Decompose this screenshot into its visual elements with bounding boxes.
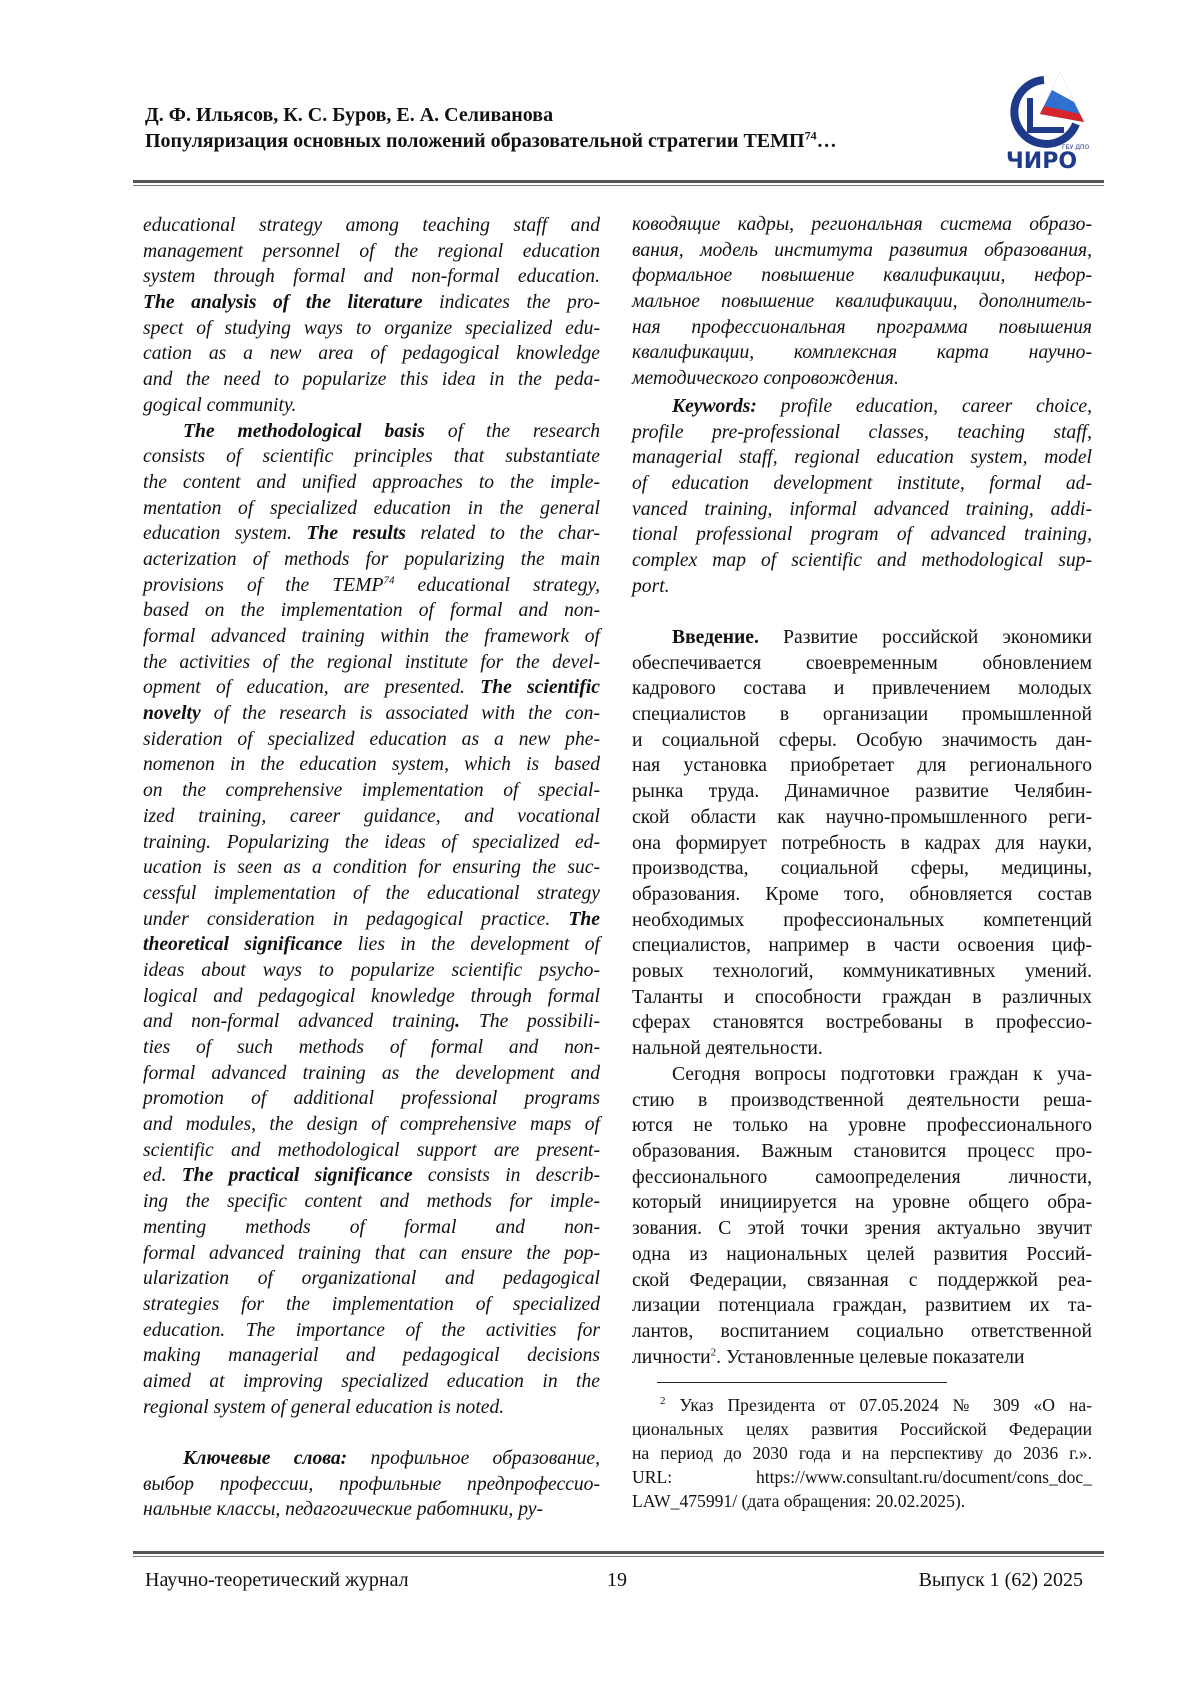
text-line	[632, 1113, 1092, 1139]
text-run: ровых технологий, коммуникативных умений.	[632, 961, 1092, 982]
keywords-en	[632, 394, 1092, 600]
text-line	[632, 263, 1092, 289]
text-line	[143, 316, 600, 342]
text-run: strategies for the implementation of specialized	[143, 1294, 600, 1315]
footnote-text: Указ Президента от 07.05.2024 № 309 «О на-	[666, 1395, 1093, 1415]
text-run: который инициируется на уровне общего обра-	[632, 1192, 1092, 1213]
text-run: of the research is associated with the con-	[201, 703, 600, 724]
text-line	[143, 419, 600, 445]
text-line	[632, 1062, 1092, 1088]
text-run: ской Федерации, связанная с поддержкой реа-	[632, 1270, 1092, 1291]
bold-run: Keywords:	[672, 396, 757, 417]
bold-run: Введение.	[672, 627, 759, 648]
text-run: личности	[632, 1347, 711, 1368]
text-run: making managerial and pedagogical decisions	[143, 1345, 600, 1366]
text-run: sideration of specialized education as a new phe-	[143, 729, 600, 750]
text-run: consists of scientific principles that substantiate	[143, 446, 600, 467]
text-line	[632, 676, 1092, 702]
text-line	[143, 727, 600, 753]
text-line	[143, 1446, 600, 1472]
text-line	[632, 831, 1092, 857]
text-run: aimed at improving specialized education in the	[143, 1371, 600, 1392]
article-authors: Д. Ф. Ильясов, К. С. Буров, Е. А. Селиванова	[145, 104, 553, 127]
text-line	[632, 625, 1092, 651]
text-run: Таланты и способности граждан в различных	[632, 987, 1092, 1008]
text-run: стию в производственной деятельности реша-	[632, 1090, 1092, 1111]
chiro-logo	[1004, 68, 1096, 172]
text-line	[632, 1190, 1092, 1216]
text-run: формальное повышение квалификации, нефор-	[632, 265, 1092, 286]
text-run: специалистов, например в части освоения циф-	[632, 935, 1092, 956]
text-line	[632, 366, 1092, 392]
text-line	[143, 598, 600, 624]
text-run: and the need to popularize this idea in the peda-	[143, 369, 600, 390]
text-run: acterization of methods for popularizing the main	[143, 549, 600, 570]
text-line	[143, 804, 600, 830]
text-run: educational strategy among teaching staff and	[143, 215, 600, 236]
footnote-line	[632, 1465, 1092, 1489]
text-run: educational strategy,	[394, 575, 600, 596]
text-run: кадрового состава и привлечением молодых	[632, 678, 1092, 699]
footnote-line	[632, 1417, 1092, 1441]
text-run: профильное образование,	[347, 1448, 600, 1469]
text-run: лантов, воспитанием социально ответственной	[632, 1321, 1092, 1342]
text-run: необходимых профессиональных компетенций	[632, 910, 1092, 931]
text-run: ularization of organizational and pedagogical	[143, 1268, 600, 1289]
footer-journal: Научно-теоретический журнал	[145, 1569, 409, 1592]
bold-run: Ключевые слова:	[183, 1448, 347, 1469]
text-line	[143, 547, 600, 573]
bold-run: novelty	[143, 703, 201, 724]
superscript: 74	[383, 574, 394, 586]
text-line	[632, 1088, 1092, 1114]
text-run: tional professional program of advanced training,	[632, 524, 1092, 545]
bold-run: theoretical significance	[143, 934, 342, 955]
text-run: ководящие кадры, региональная система образо-	[632, 214, 1092, 235]
text-run: managerial staff, regional education system, model	[632, 447, 1092, 468]
text-run: management personnel of the regional education	[143, 241, 600, 262]
text-run: cessful implementation of the educational strategy	[143, 883, 600, 904]
text-run: gogical community.	[143, 395, 296, 416]
footnote-line	[632, 1489, 1092, 1513]
keywords-ru	[143, 1446, 600, 1523]
text-line	[143, 1395, 600, 1421]
text-line	[143, 778, 600, 804]
text-line	[143, 213, 600, 239]
text-line	[632, 933, 1092, 959]
text-run: formal advanced training that can ensure the pop-	[143, 1243, 600, 1264]
text-run: scientific and methodological support are present-	[143, 1140, 600, 1161]
text-line	[632, 238, 1092, 264]
text-run: одна из национальных целей развития Россий-	[632, 1244, 1092, 1265]
text-line	[143, 1472, 600, 1498]
text-line	[632, 753, 1092, 779]
body-paragraph	[632, 1062, 1092, 1370]
text-line	[632, 420, 1092, 446]
text-run: profile pre-professional classes, teaching staff,	[632, 422, 1092, 443]
text-run: обеспечивается своевременным обновлением	[632, 653, 1092, 674]
text-run: ties of such methods of formal and non-	[143, 1037, 600, 1058]
text-run: of the research	[425, 421, 600, 442]
text-run: The possibili-	[460, 1011, 600, 1032]
text-line	[143, 1009, 600, 1035]
text-line	[143, 573, 600, 599]
text-line	[632, 289, 1092, 315]
logo-name-text: ЧИРО	[1006, 149, 1077, 172]
text-line	[143, 958, 600, 984]
text-line	[143, 701, 600, 727]
page-number: 19	[607, 1569, 627, 1592]
text-run: ideas about ways to popularize scientific psycho-	[143, 960, 600, 981]
text-run: выбор профессии, профильные предпрофессио-	[143, 1474, 600, 1495]
text-line	[143, 521, 600, 547]
text-line	[143, 752, 600, 778]
text-run: сферах становятся востребованы в профессио-	[632, 1012, 1092, 1033]
bold-run: The practical significance	[182, 1165, 413, 1186]
text-run: и социальной сферы. Особую значимость дан-	[632, 730, 1092, 751]
text-line	[632, 702, 1092, 728]
text-run: она формирует потребность в кадрах для науки,	[632, 833, 1092, 854]
text-line	[143, 341, 600, 367]
text-run: consists in describ-	[413, 1165, 600, 1186]
text-run: port.	[632, 576, 670, 597]
text-run: opment of education, are presented.	[143, 677, 480, 698]
text-run: квалификации, комплексная карта научно-	[632, 342, 1092, 363]
text-run: profile education, career choice,	[757, 396, 1092, 417]
text-line	[143, 1497, 600, 1523]
text-run: related to the char-	[406, 523, 600, 544]
text-line	[143, 1343, 600, 1369]
text-line	[143, 1138, 600, 1164]
text-run: Развитие российской экономики	[759, 627, 1092, 648]
text-line	[143, 290, 600, 316]
article-running-title	[145, 130, 837, 153]
text-run: нальные классы, педагогические работники, ру-	[143, 1499, 543, 1520]
text-line	[632, 985, 1092, 1011]
text-line	[632, 856, 1092, 882]
text-run: mentation of specialized education in the general	[143, 498, 600, 519]
text-line	[632, 651, 1092, 677]
logo-small-text: ГБУ ДПО	[1062, 144, 1090, 151]
text-line	[632, 548, 1092, 574]
text-run: under consideration in pedagogical practice.	[143, 909, 568, 930]
text-run: of education development institute, formal ad-	[632, 473, 1092, 494]
bold-run: The analysis of the literature	[143, 292, 423, 313]
text-run: лизации потенциала граждан, развитием их та-	[632, 1295, 1092, 1316]
text-line	[143, 1189, 600, 1215]
text-line	[632, 1242, 1092, 1268]
text-line	[143, 239, 600, 265]
text-line	[143, 675, 600, 701]
text-run: ная установка приобретает для регионального	[632, 755, 1092, 776]
text-line	[143, 984, 600, 1010]
text-run: complex map of scientific and methodological sup-	[632, 550, 1092, 571]
text-line	[632, 959, 1092, 985]
text-run: and modules, the design of comprehensive maps of	[143, 1114, 600, 1135]
footnote-line	[632, 1393, 1092, 1417]
text-line	[143, 367, 600, 393]
text-run: ная профессиональная программа повышения	[632, 317, 1092, 338]
text-line	[143, 624, 600, 650]
text-line	[632, 805, 1092, 831]
text-line	[143, 393, 600, 419]
footnote-mark: 2	[660, 1395, 666, 1407]
footer-issue: Выпуск 1 (62) 2025	[919, 1569, 1083, 1592]
text-run: system through formal and non-formal education.	[143, 266, 600, 287]
text-line	[143, 1086, 600, 1112]
text-line	[143, 881, 600, 907]
text-line	[632, 1036, 1092, 1062]
text-line	[143, 855, 600, 881]
text-run: фессионального самоопределения личности,	[632, 1167, 1092, 1188]
footer-rule	[133, 1551, 1104, 1557]
text-line	[143, 1163, 600, 1189]
text-run: promotion of additional professional programs	[143, 1088, 600, 1109]
text-run: образования. Важным становится процесс про-	[632, 1141, 1092, 1162]
text-run: методического сопровождения.	[632, 368, 899, 389]
bold-run: The	[568, 909, 600, 930]
text-line	[632, 779, 1092, 805]
text-run: ing the specific content and methods for imple-	[143, 1191, 600, 1212]
text-run: образования. Кроме того, обновляется состав	[632, 884, 1092, 905]
text-run: cation as a new area of pedagogical knowledge	[143, 343, 600, 364]
text-line	[632, 728, 1092, 754]
text-run: вания, модель института развития образования,	[632, 240, 1092, 261]
text-run: ized training, career guidance, and vocational	[143, 806, 600, 827]
text-run: indicates the pro-	[423, 292, 600, 313]
text-run: formal advanced training within the framework of	[143, 626, 600, 647]
title-ellipsis: …	[817, 130, 837, 152]
bold-run: The scientific	[480, 677, 600, 698]
superscript: 2	[711, 1346, 717, 1358]
text-run: provisions of the TEMP	[143, 575, 383, 596]
text-line	[143, 1266, 600, 1292]
text-run: on the comprehensive implementation of special-	[143, 780, 600, 801]
footnote-text: циональных целях развития Российской Федерации	[632, 1419, 1092, 1439]
text-line	[632, 445, 1092, 471]
text-run: зования. С этой точки зрения актуально звучит	[632, 1218, 1092, 1239]
footnote	[632, 1393, 1092, 1513]
text-line	[632, 882, 1092, 908]
text-line	[143, 907, 600, 933]
text-run: logical and pedagogical knowledge through formal	[143, 986, 600, 1007]
text-run: ucation is seen as a condition for ensuring the suc-	[143, 857, 600, 878]
title-superscript: 74	[805, 128, 817, 142]
text-run: vanced training, informal advanced training, addi-	[632, 499, 1092, 520]
introduction-paragraph	[632, 625, 1092, 1062]
text-run: ются не только на уровне профессионального	[632, 1115, 1092, 1136]
footnote-text: LAW_475991/ (дата обращения: 20.02.2025).	[632, 1491, 965, 1511]
abstract-en	[143, 213, 600, 1420]
text-line	[632, 1010, 1092, 1036]
text-line	[143, 1292, 600, 1318]
header-rule	[133, 180, 1104, 186]
text-run: based on the implementation of formal and non-	[143, 600, 600, 621]
text-line	[632, 315, 1092, 341]
text-run: производства, социальной сферы, медицины,	[632, 858, 1092, 879]
text-line	[143, 1215, 600, 1241]
text-run: нальной деятельности.	[632, 1038, 823, 1059]
footnote-text: URL: https://www.consultant.ru/document/cons_doc_	[632, 1467, 1092, 1487]
text-run: the activities of the regional institute for the devel-	[143, 652, 600, 673]
text-run: ed.	[143, 1165, 182, 1186]
text-run: regional system of general education is noted.	[143, 1397, 504, 1418]
text-run: nomenon in the education system, which is based	[143, 754, 600, 775]
text-line	[632, 497, 1092, 523]
text-line	[632, 1216, 1092, 1242]
text-line	[632, 1268, 1092, 1294]
footnote-line	[632, 1441, 1092, 1465]
text-line	[143, 830, 600, 856]
text-run: специалистов в организации промышленной	[632, 704, 1092, 725]
text-line	[143, 1241, 600, 1267]
bold-run: The methodological basis	[183, 421, 425, 442]
text-line	[632, 1293, 1092, 1319]
bold-run: .	[455, 1011, 460, 1032]
text-line	[143, 496, 600, 522]
text-line	[632, 212, 1092, 238]
text-run: spect of studying ways to organize specialized edu-	[143, 318, 600, 339]
footnote-divider	[657, 1382, 947, 1383]
text-line	[143, 444, 600, 470]
text-run: training. Popularizing the ideas of specialized ed-	[143, 832, 600, 853]
text-run: education system.	[143, 523, 306, 544]
text-line	[143, 264, 600, 290]
text-line	[143, 932, 600, 958]
text-line	[632, 1139, 1092, 1165]
text-line	[632, 574, 1092, 600]
text-line	[632, 1165, 1092, 1191]
text-line	[632, 1319, 1092, 1345]
text-run: рынка труда. Динамичное развитие Челябин-	[632, 781, 1092, 802]
text-run: education. The importance of the activities for	[143, 1320, 600, 1341]
text-line	[632, 471, 1092, 497]
text-line	[632, 908, 1092, 934]
text-run: formal advanced training as the development and	[143, 1063, 600, 1084]
keywords-ru-continued	[632, 212, 1092, 392]
text-run: lies in the development of	[342, 934, 600, 955]
text-line	[143, 470, 600, 496]
text-run: menting methods of formal and non-	[143, 1217, 600, 1238]
text-line	[632, 340, 1092, 366]
text-run: мальное повышение квалификации, дополнитель-	[632, 291, 1092, 312]
text-line	[632, 394, 1092, 420]
text-run: ской области как научно-промышленного реги-	[632, 807, 1092, 828]
bold-run: The results	[306, 523, 405, 544]
text-run: and non-formal advanced training	[143, 1011, 455, 1032]
text-line	[143, 1061, 600, 1087]
title-text: Популяризация основных положений образовательной стратегии ТЕМП	[145, 130, 805, 152]
text-line	[143, 1318, 600, 1344]
text-run: the content and unified approaches to the imple-	[143, 472, 600, 493]
text-line	[143, 1369, 600, 1395]
text-line	[143, 650, 600, 676]
text-line	[632, 522, 1092, 548]
text-line	[632, 1345, 1092, 1371]
footnote-text: на период до 2030 года и на перспективу до 2036 г.».	[632, 1443, 1092, 1463]
text-run: Сегодня вопросы подготовки граждан к уча-	[672, 1064, 1092, 1085]
text-line	[143, 1112, 600, 1138]
text-line	[143, 1035, 600, 1061]
text-run: . Установленные целевые показатели	[716, 1347, 1024, 1368]
